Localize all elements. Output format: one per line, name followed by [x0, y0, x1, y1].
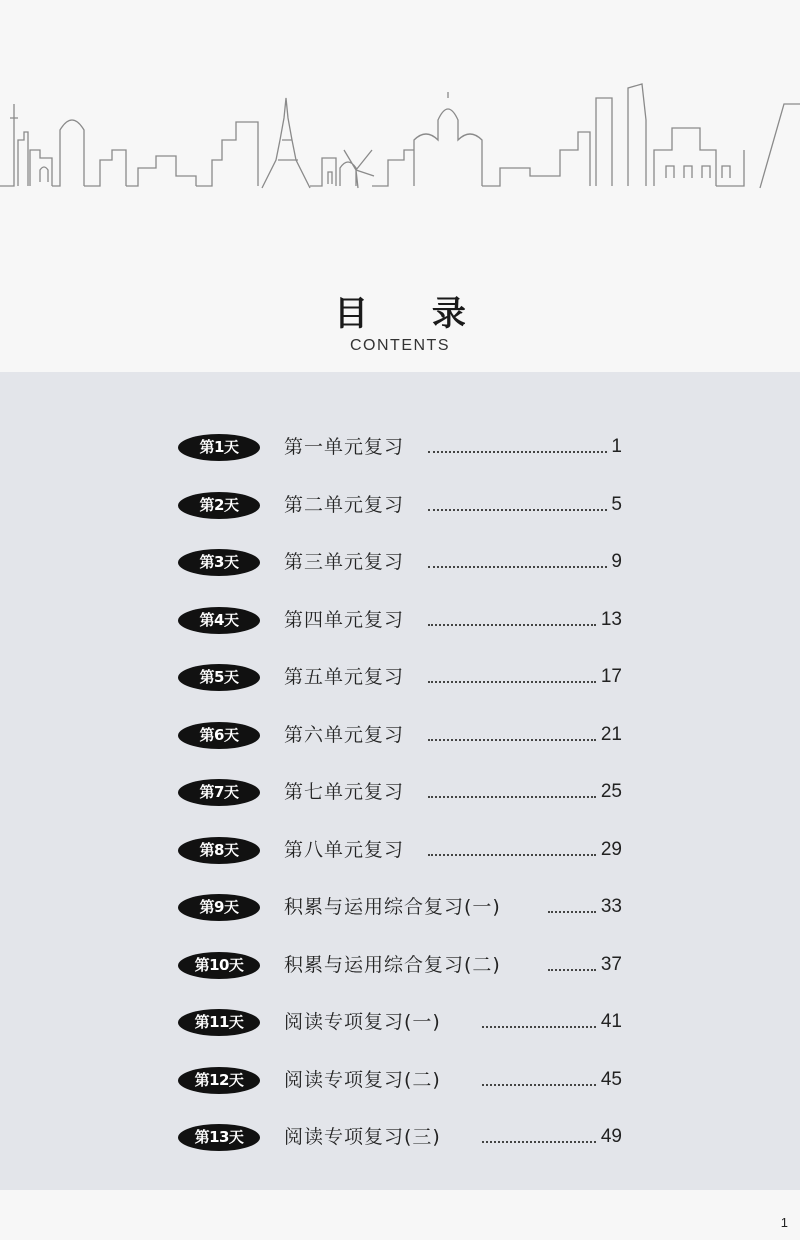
day-badge: 第10天: [178, 952, 260, 979]
toc-entry-title: 第四单元复习: [284, 608, 405, 631]
dot-leader: [428, 624, 596, 626]
toc-row[interactable]: [0, 945, 800, 985]
toc-entry-title: 阅读专项复习(二): [284, 1068, 441, 1091]
toc-entry-title: 第五单元复习: [284, 666, 405, 688]
day-badge: 第9天: [178, 894, 260, 921]
dot-leader: [428, 739, 596, 741]
toc-entry-title: 积累与运用综合复习(二): [284, 953, 501, 976]
toc-row[interactable]: [0, 887, 800, 927]
toc-page-number: 41: [600, 1011, 622, 1032]
dot-leader: [428, 509, 607, 511]
toc-page-number: 49: [600, 1126, 622, 1147]
page-subtitle: CONTENTS: [350, 337, 450, 354]
toc-row[interactable]: [0, 1117, 800, 1157]
day-badge: 第5天: [178, 664, 260, 691]
toc-page-number: 21: [600, 723, 622, 745]
dot-leader: [428, 796, 596, 798]
day-badge: 第8天: [178, 837, 260, 864]
toc-page-number: 5: [611, 493, 622, 515]
toc-page-number: 45: [600, 1068, 622, 1090]
dot-leader: [482, 1141, 596, 1143]
toc-page-number: 33: [600, 896, 622, 917]
toc-page-number: 1: [611, 436, 622, 457]
toc-row[interactable]: [0, 600, 800, 640]
day-badge: 第13天: [178, 1124, 260, 1151]
day-badge: 第6天: [178, 722, 260, 749]
toc-entry-title: 阅读专项复习(一): [284, 1011, 441, 1033]
dot-leader: [482, 1084, 596, 1086]
toc-entry-title: 第八单元复习: [284, 838, 405, 861]
toc-entry-title: 第六单元复习: [284, 723, 405, 746]
page-number: 1: [780, 1215, 788, 1230]
toc-row[interactable]: [0, 715, 800, 755]
day-badge: 第2天: [178, 492, 260, 519]
toc-row[interactable]: [0, 542, 800, 582]
toc-row[interactable]: [0, 657, 800, 697]
toc-page-number: 29: [600, 838, 622, 860]
toc-entry-title: 第二单元复习: [284, 493, 405, 516]
toc-row[interactable]: [0, 830, 800, 870]
dot-leader: [428, 451, 607, 453]
dot-leader: [428, 681, 596, 683]
day-badge: 第12天: [178, 1067, 260, 1094]
toc-row[interactable]: [0, 1060, 800, 1100]
dot-leader: [548, 911, 596, 913]
toc-page-number: 9: [611, 551, 622, 572]
day-badge: 第4天: [178, 607, 260, 634]
dot-leader: [482, 1026, 596, 1028]
toc-row[interactable]: [0, 427, 800, 467]
day-badge: 第1天: [178, 434, 260, 461]
dot-leader: [548, 969, 596, 971]
toc-page-number: 13: [600, 608, 622, 630]
dot-leader: [428, 854, 596, 856]
dot-leader: [428, 566, 607, 568]
toc-entry-title: 第一单元复习: [284, 436, 405, 458]
toc-page-number: 17: [600, 666, 622, 687]
city-skyline-illustration: [0, 0, 800, 200]
toc-entry-title: 阅读专项复习(三): [284, 1126, 441, 1148]
day-badge: 第11天: [178, 1009, 260, 1036]
day-badge: 第3天: [178, 549, 260, 576]
toc-row[interactable]: [0, 485, 800, 525]
toc-page-number: 25: [600, 781, 622, 802]
toc-row[interactable]: [0, 772, 800, 812]
day-badge: 第7天: [178, 779, 260, 806]
toc-row[interactable]: [0, 1002, 800, 1042]
page-title: 目 录: [334, 294, 492, 334]
toc-entry-title: 积累与运用综合复习(一): [284, 896, 501, 918]
toc-page-number: 37: [600, 953, 622, 975]
toc-entry-title: 第七单元复习: [284, 781, 405, 803]
toc-entry-title: 第三单元复习: [284, 551, 405, 573]
